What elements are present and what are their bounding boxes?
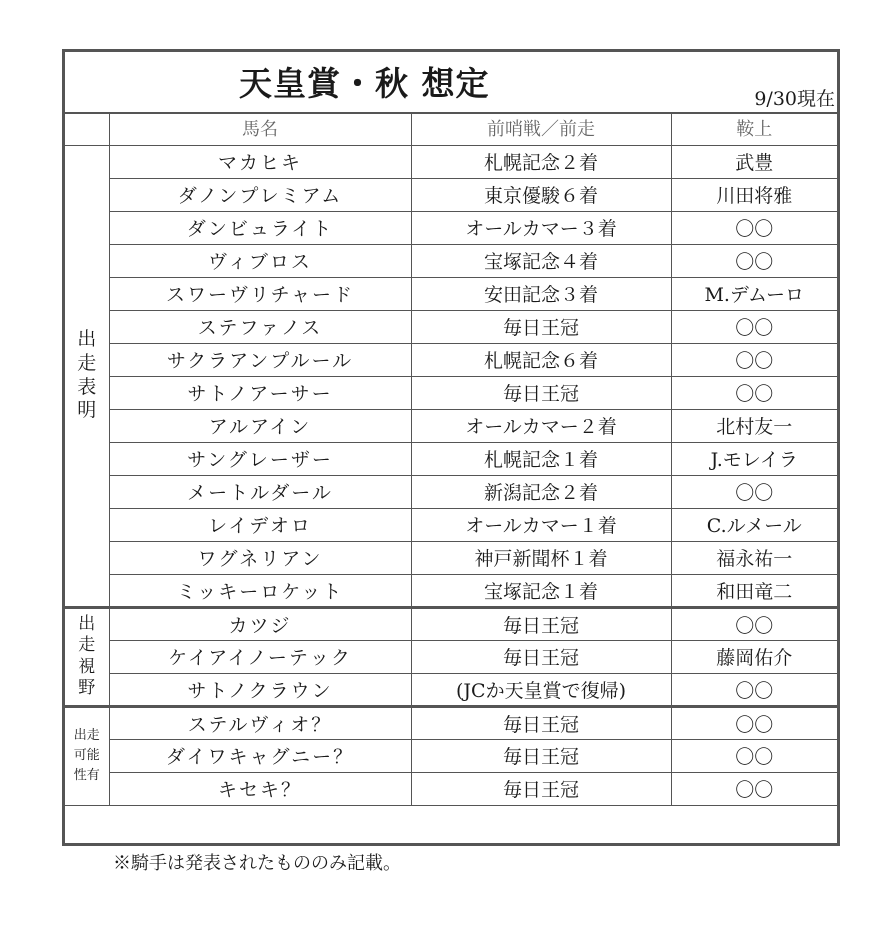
category-label-line: 可能 <box>73 747 100 763</box>
jockey-cell: C.ルメール <box>671 508 837 541</box>
entry-table <box>65 112 837 806</box>
category-label-line: 性有 <box>73 768 100 784</box>
table-row <box>65 409 837 442</box>
group-considering-label <box>65 607 109 706</box>
entry-table-sheet <box>62 49 840 846</box>
jockey-cell: M.デムーロ <box>671 277 837 310</box>
table-row <box>65 706 837 739</box>
jockey-cell: 〇〇 <box>671 607 837 640</box>
prep-race-cell: 宝塚記念４着 <box>411 244 671 277</box>
horse-name-cell: ダノンプレミアム <box>109 178 411 211</box>
table-row <box>65 607 837 640</box>
category-label-line: 視 <box>78 656 96 677</box>
horse-name-cell: サトノクラウン <box>109 673 411 706</box>
table-row <box>65 541 837 574</box>
prep-race-cell: (JCか天皇賞で復帰) <box>411 673 671 706</box>
table-row <box>65 178 837 211</box>
category-label-line: 出走 <box>73 727 100 743</box>
table-row <box>65 145 837 178</box>
horse-name-cell: カツジ <box>109 607 411 640</box>
horse-name-cell: メートルダール <box>109 475 411 508</box>
category-label-text <box>65 726 109 786</box>
prep-race-cell: 毎日王冠 <box>411 607 671 640</box>
category-label-line: 出 <box>77 328 97 350</box>
prep-race-header: 前哨戦／前走 <box>411 112 671 145</box>
table-row <box>65 739 837 772</box>
table-row <box>65 277 837 310</box>
prep-race-cell: 新潟記念２着 <box>411 475 671 508</box>
horse-name-cell: ヴィブロス <box>109 244 411 277</box>
category-label-text <box>65 328 109 423</box>
prep-race-cell: 神戸新聞杯１着 <box>411 541 671 574</box>
entry-table-body <box>65 145 837 805</box>
jockey-cell: 福永祐一 <box>671 541 837 574</box>
horse-name-cell: ミッキーロケット <box>109 574 411 607</box>
prep-race-cell: 札幌記念２着 <box>411 145 671 178</box>
table-row <box>65 574 837 607</box>
prep-race-cell: 安田記念３着 <box>411 277 671 310</box>
prep-race-cell: 毎日王冠 <box>411 739 671 772</box>
jockey-cell: 川田将雅 <box>671 178 837 211</box>
table-row <box>65 475 837 508</box>
page-title: 天皇賞・秋 想定 <box>239 64 490 103</box>
table-row <box>65 772 837 805</box>
category-label-line: 走 <box>77 351 97 374</box>
horse-name-cell: ケイアイノーテック <box>109 640 411 673</box>
jockey-cell: 〇〇 <box>671 244 837 277</box>
group-possible-label <box>65 706 109 805</box>
prep-race-cell: 札幌記念１着 <box>411 442 671 475</box>
jockey-header: 鞍上 <box>671 112 837 145</box>
jockey-cell: 〇〇 <box>671 376 837 409</box>
horse-name-cell: ダイワキャグニー？ <box>109 739 411 772</box>
category-label-line: 走 <box>78 635 96 656</box>
group-declared-label <box>65 145 109 607</box>
jockey-cell: 〇〇 <box>671 310 837 343</box>
category-header <box>65 112 109 145</box>
prep-race-cell: 毎日王冠 <box>411 376 671 409</box>
jockey-cell: 〇〇 <box>671 739 837 772</box>
jockey-cell: 〇〇 <box>671 772 837 805</box>
horse-name-cell: マカヒキ <box>109 145 411 178</box>
horse-name-cell: サクラアンプルール <box>109 343 411 376</box>
prep-race-cell: 札幌記念６着 <box>411 343 671 376</box>
table-row <box>65 211 837 244</box>
category-label-line: 野 <box>78 677 96 698</box>
category-label-text <box>65 614 109 699</box>
prep-race-cell: オールカマー３着 <box>411 211 671 244</box>
jockey-cell: 藤岡佑介 <box>671 640 837 673</box>
prep-race-cell: 東京優駿６着 <box>411 178 671 211</box>
table-row <box>65 244 837 277</box>
prep-race-cell: 宝塚記念１着 <box>411 574 671 607</box>
table-row <box>65 673 837 706</box>
jockey-cell: 北村友一 <box>671 409 837 442</box>
horse-name-cell: キセキ？ <box>109 772 411 805</box>
table-row <box>65 442 837 475</box>
prep-race-cell: 毎日王冠 <box>411 772 671 805</box>
jockey-cell: 〇〇 <box>671 211 837 244</box>
horse-name-cell: アルアイン <box>109 409 411 442</box>
horse-name-cell: ダンビュライト <box>109 211 411 244</box>
jockey-cell: 〇〇 <box>671 343 837 376</box>
as-of-date: 9/30現在 <box>754 88 835 110</box>
table-row <box>65 310 837 343</box>
category-label-line: 出 <box>78 614 96 634</box>
prep-race-cell: オールカマー２着 <box>411 409 671 442</box>
title-row <box>65 52 837 114</box>
horse-name-cell: ステルヴィオ？ <box>109 706 411 739</box>
jockey-cell: J.モレイラ <box>671 442 837 475</box>
category-label-line: 表 <box>77 375 97 398</box>
horse-name-header: 馬名 <box>109 112 411 145</box>
jockey-cell: 〇〇 <box>671 475 837 508</box>
table-row <box>65 508 837 541</box>
horse-name-cell: ワグネリアン <box>109 541 411 574</box>
prep-race-cell: 毎日王冠 <box>411 640 671 673</box>
category-label-line: 明 <box>77 399 97 422</box>
prep-race-cell: オールカマー１着 <box>411 508 671 541</box>
table-row <box>65 640 837 673</box>
horse-name-cell: レイデオロ <box>109 508 411 541</box>
jockey-cell: 〇〇 <box>671 673 837 706</box>
table-header-row <box>65 112 837 145</box>
horse-name-cell: ステファノス <box>109 310 411 343</box>
prep-race-cell: 毎日王冠 <box>411 310 671 343</box>
jockey-cell: 〇〇 <box>671 706 837 739</box>
table-row <box>65 376 837 409</box>
horse-name-cell: サトノアーサー <box>109 376 411 409</box>
footnote: ※騎手は発表されたもののみ記載。 <box>113 853 401 874</box>
jockey-cell: 武豊 <box>671 145 837 178</box>
horse-name-cell: スワーヴリチャード <box>109 277 411 310</box>
horse-name-cell: サングレーザー <box>109 442 411 475</box>
table-row <box>65 343 837 376</box>
prep-race-cell: 毎日王冠 <box>411 706 671 739</box>
jockey-cell: 和田竜二 <box>671 574 837 607</box>
